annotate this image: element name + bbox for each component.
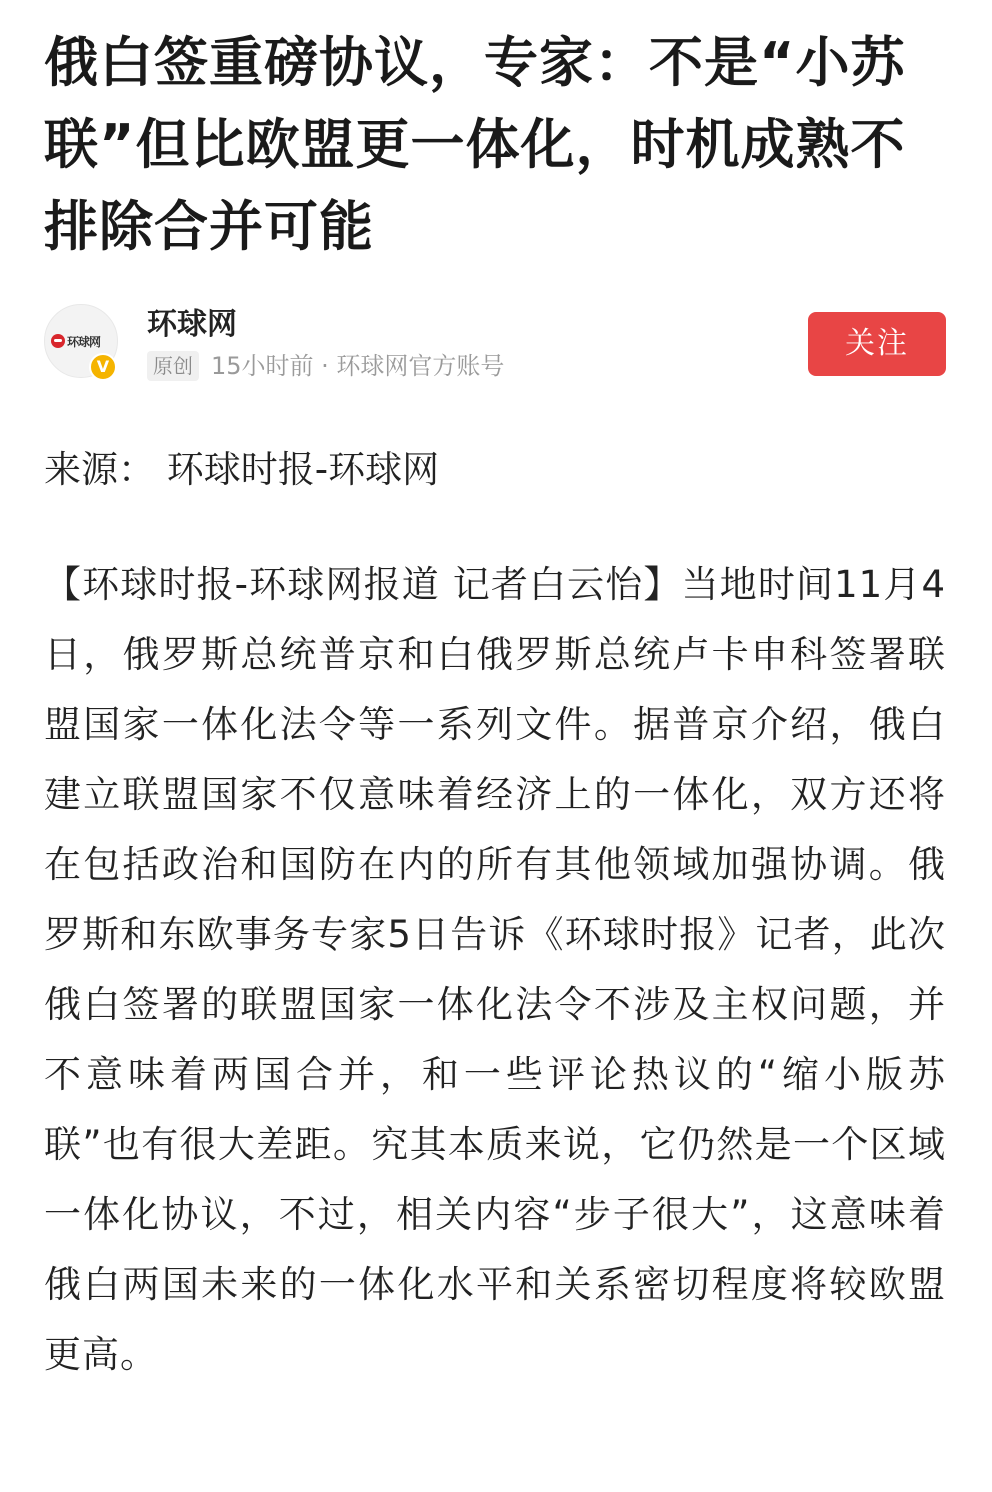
- article-title: 俄白签重磅协议，专家：不是“小苏联”但比欧盟更一体化，时机成熟不排除合并可能: [44, 31, 906, 258]
- avatar[interactable]: [44, 304, 118, 378]
- author-name[interactable]: 环球网: [147, 307, 237, 342]
- avatar-logo-text: 环球网: [67, 334, 101, 349]
- verified-v-icon: V: [89, 353, 117, 381]
- logo-mark-icon: [51, 334, 65, 348]
- article-source: 来源： 环球时报-环球网: [44, 448, 440, 491]
- original-tag: 原创: [147, 351, 199, 381]
- author-header: [44, 300, 946, 382]
- publish-meta: 15小时前 · 环球网官方账号: [211, 352, 505, 380]
- follow-button[interactable]: 关注: [808, 312, 946, 376]
- huanqiu-logo-icon: [51, 331, 113, 351]
- author-meta: [147, 350, 504, 382]
- article-paragraph: 【环球时报-环球网报道 记者白云怡】当地时间11月4日，俄罗斯总统普京和白俄罗斯总统卢卡申科签署联盟国家一体化法令等一系列文件。据普京介绍，俄白建立联盟国家不仅意味着经济上的一体化，双方还将在包括政治和国防在内的所有其他领域加强协调。俄罗斯和东欧事务专家5日告诉《环球时报》记者，此次俄白签署的联盟国家一体化法令不涉及主权问题，并不意味着两国合并，和一些评论热议的“缩小版苏联”也有很大差距。究其本质来说，它仍然是一个区域一体化协议，不过，相关内容“步子很大”，这意味着俄白两国未来的一体化水平和关系密切程度将较欧盟更高。: [44, 563, 946, 1376]
